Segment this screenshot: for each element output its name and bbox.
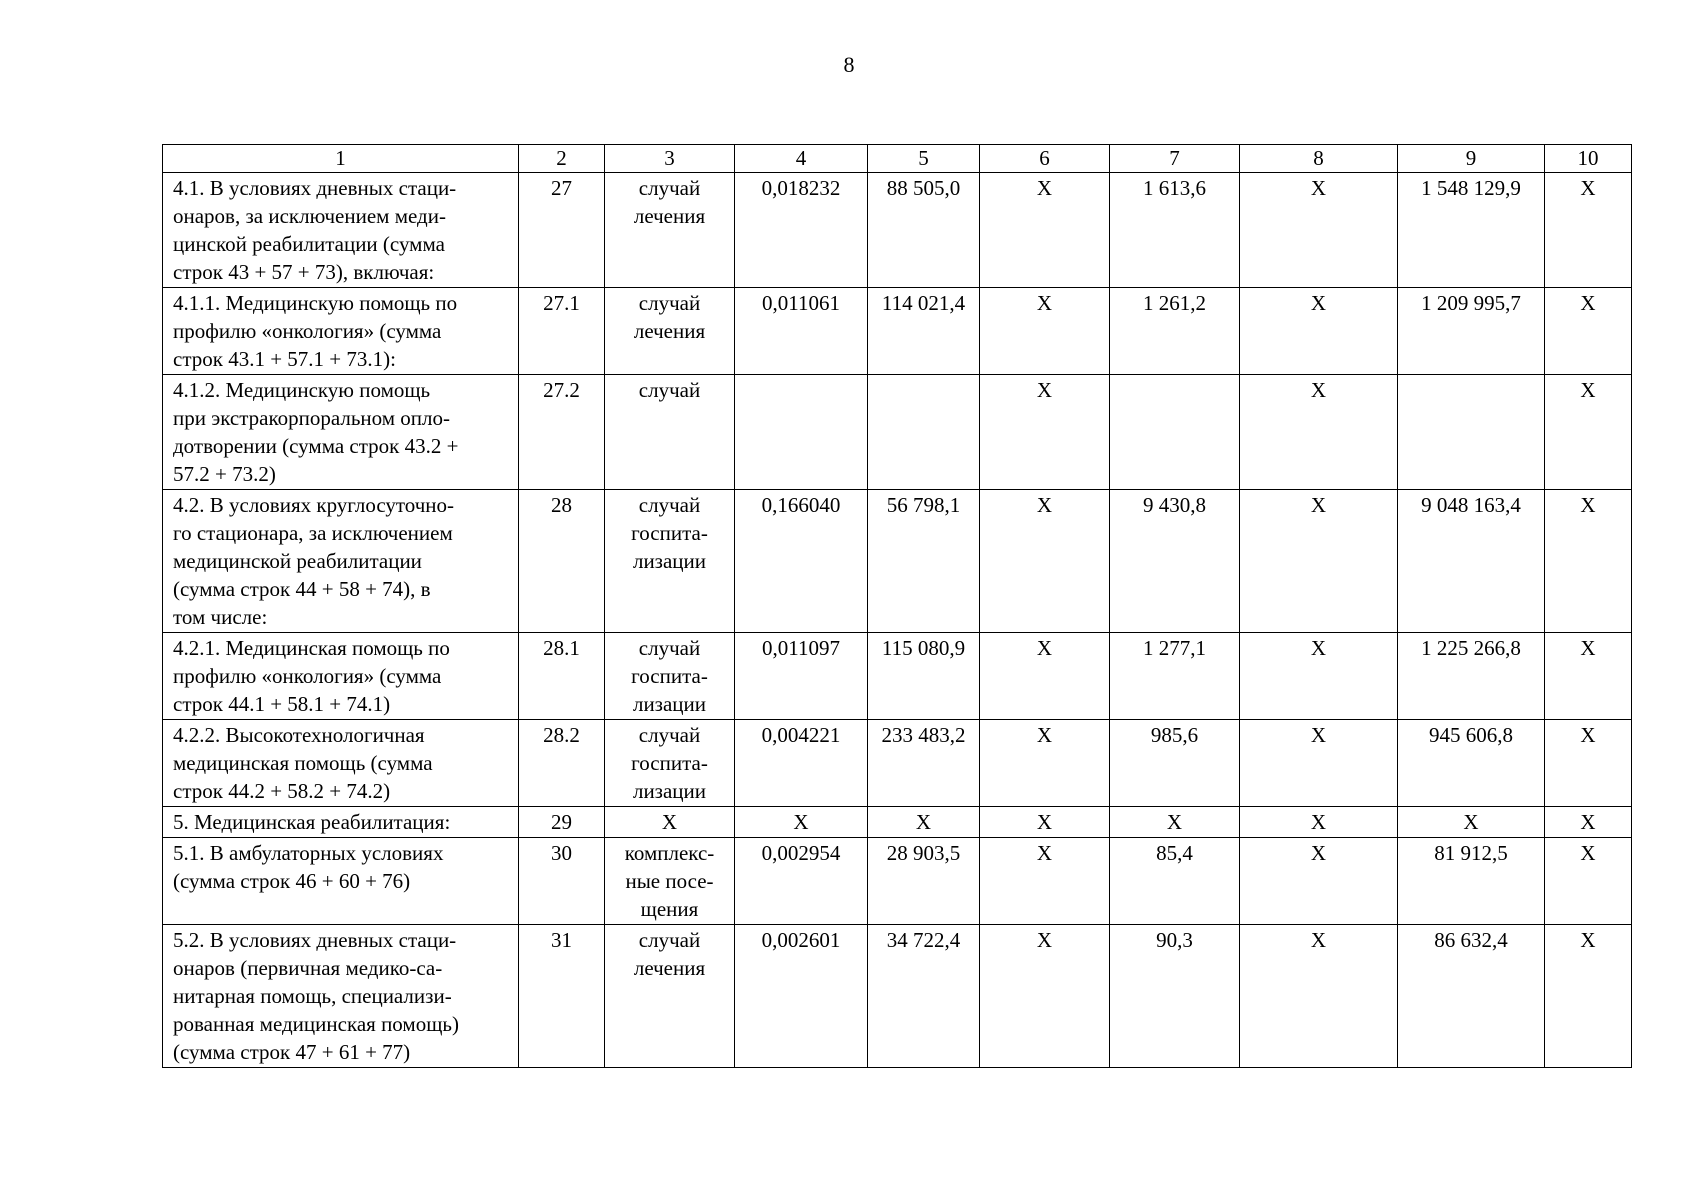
line-number-cell: 28 [519, 490, 605, 633]
row-name-cell: 5.1. В амбулаторных условиях (сумма строк 46 + 60 + 76) [163, 838, 519, 925]
value-cell: X [980, 720, 1110, 807]
table-row [163, 173, 1632, 288]
value-cell: 9 430,8 [1110, 490, 1240, 633]
value-cell: 0,018232 [735, 173, 868, 288]
data-table [162, 144, 1632, 1068]
header-cell: 8 [1240, 145, 1398, 173]
unit-cell: X [605, 807, 735, 838]
value-cell: 34 722,4 [868, 925, 980, 1068]
value-cell: X [1240, 633, 1398, 720]
value-cell: X [1545, 375, 1632, 490]
header-cell: 7 [1110, 145, 1240, 173]
value-cell: X [980, 375, 1110, 490]
row-name-cell: 4.2.1. Медицинская помощь по профилю «онкология» (сумма строк 44.1 + 58.1 + 74.1) [163, 633, 519, 720]
table-row [163, 490, 1632, 633]
line-number-cell: 27 [519, 173, 605, 288]
page-number: 8 [843, 52, 855, 77]
value-cell: X [1110, 807, 1240, 838]
header-cell: 2 [519, 145, 605, 173]
value-cell: X [1240, 375, 1398, 490]
value-cell: X [1545, 633, 1632, 720]
header-cell: 3 [605, 145, 735, 173]
table-body [163, 145, 1632, 1068]
value-cell: 1 277,1 [1110, 633, 1240, 720]
line-number-cell: 28.1 [519, 633, 605, 720]
unit-cell: случай лечения [605, 925, 735, 1068]
value-cell: X [980, 633, 1110, 720]
value-cell: X [1240, 720, 1398, 807]
value-cell: 945 606,8 [1398, 720, 1545, 807]
value-cell: X [1240, 838, 1398, 925]
header-cell: 5 [868, 145, 980, 173]
value-cell [1398, 375, 1545, 490]
row-name-cell: 4.1.1. Медицинскую помощь по профилю «онкология» (сумма строк 43.1 + 57.1 + 73.1): [163, 288, 519, 375]
value-cell: 1 548 129,9 [1398, 173, 1545, 288]
unit-cell: случай госпита- лизации [605, 720, 735, 807]
value-cell: X [1545, 720, 1632, 807]
value-cell: 1 261,2 [1110, 288, 1240, 375]
row-name-cell: 4.2. В условиях круглосуточно- го стационара, за исключением медицинской реабилитации (сумма строк 44 + 58 + 74), в том числе: [163, 490, 519, 633]
value-cell: 0,004221 [735, 720, 868, 807]
unit-cell: случай госпита- лизации [605, 633, 735, 720]
value-cell: 114 021,4 [868, 288, 980, 375]
unit-cell: случай госпита- лизации [605, 490, 735, 633]
value-cell: X [1398, 807, 1545, 838]
value-cell: X [868, 807, 980, 838]
header-cell: 9 [1398, 145, 1545, 173]
value-cell: 0,166040 [735, 490, 868, 633]
unit-cell: случай [605, 375, 735, 490]
value-cell: X [1545, 807, 1632, 838]
header-cell: 10 [1545, 145, 1632, 173]
value-cell [735, 375, 868, 490]
value-cell: 81 912,5 [1398, 838, 1545, 925]
value-cell: X [980, 490, 1110, 633]
row-name-cell: 4.2.2. Высокотехнологичная медицинская помощь (сумма строк 44.2 + 58.2 + 74.2) [163, 720, 519, 807]
line-number-cell: 31 [519, 925, 605, 1068]
value-cell [1110, 375, 1240, 490]
row-name-cell: 4.1. В условиях дневных стаци- онаров, за исключением меди- цинской реабилитации (сумма строк 43 + 57 + 73), включая: [163, 173, 519, 288]
value-cell: X [980, 807, 1110, 838]
value-cell: 1 613,6 [1110, 173, 1240, 288]
row-name-cell: 4.1.2. Медицинскую помощь при экстракорпоральном опло- дотворении (сумма строк 43.2 + 57.2 + 73.2) [163, 375, 519, 490]
value-cell: 28 903,5 [868, 838, 980, 925]
value-cell: 985,6 [1110, 720, 1240, 807]
value-cell: X [1240, 288, 1398, 375]
value-cell: 0,002601 [735, 925, 868, 1068]
value-cell: X [1545, 288, 1632, 375]
value-cell: X [1240, 807, 1398, 838]
header-cell: 1 [163, 145, 519, 173]
value-cell: 1 209 995,7 [1398, 288, 1545, 375]
table-row [163, 288, 1632, 375]
line-number-cell: 28.2 [519, 720, 605, 807]
value-cell: 0,011097 [735, 633, 868, 720]
row-name-cell: 5. Медицинская реабилитация: [163, 807, 519, 838]
value-cell: X [980, 838, 1110, 925]
value-cell: X [1545, 925, 1632, 1068]
value-cell: 0,011061 [735, 288, 868, 375]
table-row [163, 375, 1632, 490]
line-number-cell: 29 [519, 807, 605, 838]
value-cell: 88 505,0 [868, 173, 980, 288]
value-cell: X [980, 925, 1110, 1068]
unit-cell: случай лечения [605, 288, 735, 375]
value-cell: 85,4 [1110, 838, 1240, 925]
value-cell: 56 798,1 [868, 490, 980, 633]
value-cell: X [1545, 838, 1632, 925]
value-cell: 115 080,9 [868, 633, 980, 720]
header-row [163, 145, 1632, 173]
value-cell [868, 375, 980, 490]
unit-cell: случай лечения [605, 173, 735, 288]
value-cell: 0,002954 [735, 838, 868, 925]
table-row [163, 720, 1632, 807]
table-row [163, 807, 1632, 838]
line-number-cell: 30 [519, 838, 605, 925]
value-cell: 86 632,4 [1398, 925, 1545, 1068]
table-row [163, 925, 1632, 1068]
line-number-cell: 27.2 [519, 375, 605, 490]
value-cell: 90,3 [1110, 925, 1240, 1068]
value-cell: 233 483,2 [868, 720, 980, 807]
value-cell: X [980, 173, 1110, 288]
table-row [163, 838, 1632, 925]
line-number-cell: 27.1 [519, 288, 605, 375]
value-cell: 1 225 266,8 [1398, 633, 1545, 720]
value-cell: X [1240, 490, 1398, 633]
unit-cell: комплекс- ные посе- щения [605, 838, 735, 925]
value-cell: X [735, 807, 868, 838]
header-cell: 4 [735, 145, 868, 173]
value-cell: 9 048 163,4 [1398, 490, 1545, 633]
value-cell: X [1545, 173, 1632, 288]
value-cell: X [1240, 925, 1398, 1068]
row-name-cell: 5.2. В условиях дневных стаци- онаров (первичная медико-са- нитарная помощь, специализи- рованная медицинская помощь) (сумма строк 47 + 61 + 77) [163, 925, 519, 1068]
header-cell: 6 [980, 145, 1110, 173]
value-cell: X [1545, 490, 1632, 633]
value-cell: X [1240, 173, 1398, 288]
table-row [163, 633, 1632, 720]
value-cell: X [980, 288, 1110, 375]
